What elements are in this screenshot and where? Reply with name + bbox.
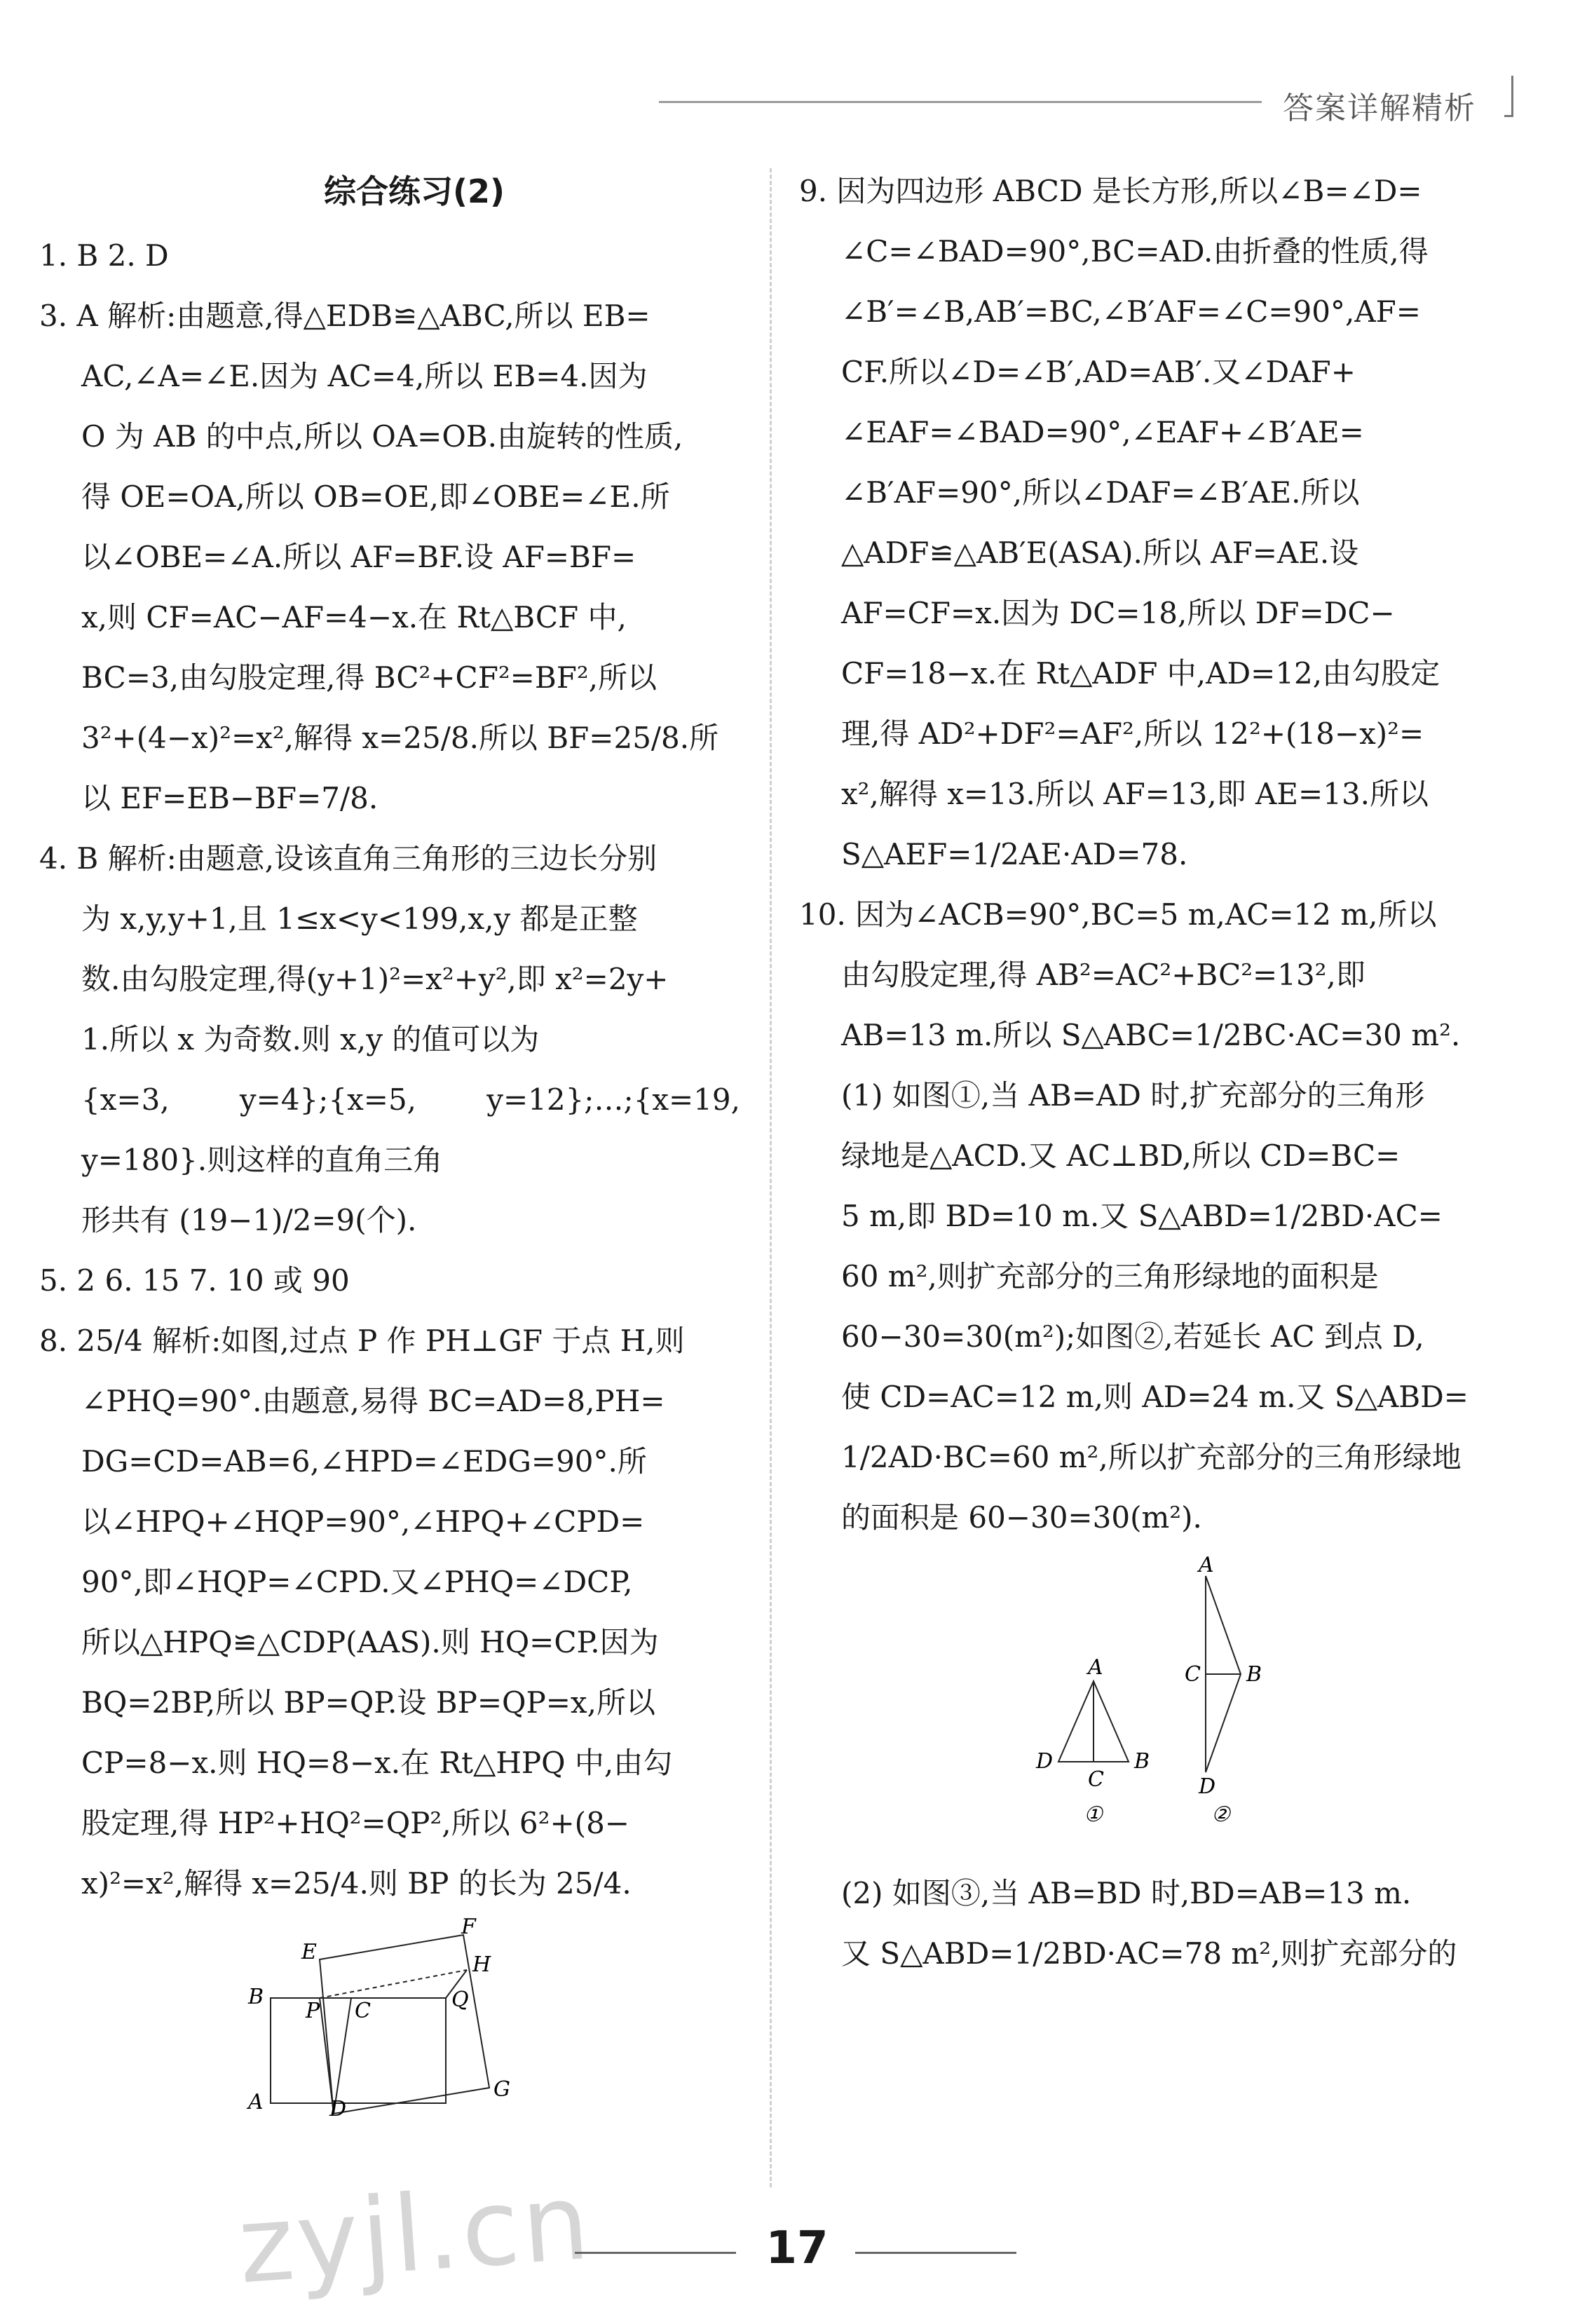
right-column (799, 161, 1514, 1984)
answer-line: 得 OE=OA,所以 OB=OE,即∠OBE=∠E.所 (81, 480, 670, 514)
answer-line: 数.由勾股定理,得(y+1)²=x²+y²,即 x²=2y+ (81, 962, 669, 996)
figure-label: A (248, 2090, 264, 2114)
answer-line: CF.所以∠D=∠B′,AD=AB′.又∠DAF+ (841, 355, 1356, 389)
answer-line: 以∠HPQ+∠HQP=90°,∠HPQ+∠CPD= (81, 1504, 645, 1539)
answer-line: ∠C=∠BAD=90°,BC=AD.由折叠的性质,得 (841, 234, 1429, 269)
answer-line: DG=CD=AB=6,∠HPD=∠EDG=90°.所 (81, 1444, 647, 1479)
answer-line: ∠B′=∠B,AB′=BC,∠B′AF=∠C=90°,AF= (841, 294, 1421, 329)
fig2-label: C (1185, 1662, 1201, 1687)
answer-line: 又 S△ABD=1/2BD·AC=78 m²,则扩充部分的 (841, 1936, 1457, 1971)
header-title: 答案详解精析 (1283, 90, 1476, 126)
footer-rule-left (575, 2252, 736, 2254)
answer-line: 5. 2 6. 15 7. 10 或 90 (39, 1263, 350, 1298)
answer-line: 1.所以 x 为奇数.则 x,y 的值可以为 (81, 1022, 540, 1056)
answer-line: ∠B′AF=90°,所以∠DAF=∠B′AE.所以 (841, 475, 1360, 510)
answer-line: 60−30=30(m²);如图②,若延长 AC 到点 D, (841, 1319, 1424, 1354)
figure-label: P (306, 1999, 320, 2023)
figure-label: D (329, 2097, 347, 2121)
fig1-label: A (1088, 1655, 1103, 1680)
answer-line: CF=18−x.在 Rt△ADF 中,AD=12,由勾股定 (841, 656, 1440, 691)
answer-line: BQ=2BP,所以 BP=QP.设 BP=QP=x,所以 (81, 1685, 655, 1720)
answer-line: 5 m,即 BD=10 m.又 S△ABD=1/2BD·AC= (841, 1199, 1443, 1233)
answer-line: BC=3,由勾股定理,得 BC²+CF²=BF²,所以 (81, 660, 658, 695)
section-title: 综合练习(2) (323, 172, 505, 210)
fig1-label: B (1134, 1749, 1150, 1774)
figure-label: C (355, 1999, 371, 2023)
answer-line: CP=8−x.则 HQ=8−x.在 Rt△HPQ 中,由勾 (81, 1746, 673, 1780)
answer-line: 以∠OBE=∠A.所以 AF=BF.设 AF=BF= (81, 540, 636, 574)
answer-line: 3²+(4−x)²=x²,解得 x=25/8.所以 BF=25/8.所 (81, 721, 719, 755)
answer-line: △ADF≌△AB′E(ASA).所以 AF=AE.设 (841, 536, 1359, 570)
answer-line: x,则 CF=AC−AF=4−x.在 Rt△BCF 中, (81, 600, 627, 634)
answer-line: 理,得 AD²+DF²=AF²,所以 12²+(18−x)²= (841, 716, 1424, 751)
figure-label: H (472, 1952, 491, 1977)
answer-line: 90°,即∠HQP=∠CPD.又∠PHQ=∠DCP, (81, 1565, 633, 1599)
answer-line: 使 CD=AC=12 m,则 AD=24 m.又 S△ABD= (841, 1380, 1469, 1414)
answer-line: 60 m²,则扩充部分的三角形绿地的面积是 (841, 1259, 1379, 1293)
page-number: 17 (765, 2222, 829, 2274)
answer-line: 3. A 解析:由题意,得△EDB≌△ABC,所以 EB= (39, 299, 650, 333)
answer-line: x²,解得 x=13.所以 AF=13,即 AE=13.所以 (841, 777, 1429, 811)
answer-line: 以 EF=EB−BF=7/8. (81, 781, 379, 815)
column-divider (770, 168, 772, 2187)
answer-line: {x=3, y=4};{x=5, y=12};…;{x=19, y=180}.则这样的直角三角 (81, 1082, 740, 1177)
figure-label: G (493, 2077, 510, 2102)
figure-label: Q (451, 1987, 469, 2012)
fig2-label: D (1199, 1774, 1216, 1799)
answer-line: 4. B 解析:由题意,设该直角三角形的三边长分别 (39, 841, 658, 876)
answer-line: S△AEF=1/2AE·AD=78. (841, 837, 1188, 871)
answer-line: ∠PHQ=90°.由题意,易得 BC=AD=8,PH= (81, 1384, 665, 1418)
answer-line: (1) 如图①,当 AB=AD 时,扩充部分的三角形 (841, 1078, 1425, 1113)
answer-line: ∠EAF=∠BAD=90°,∠EAF+∠B′AE= (841, 415, 1364, 449)
fig1-label: D (1036, 1749, 1054, 1774)
answer-line: 1. B 2. D (39, 238, 169, 273)
answer-line: (2) 如图③,当 AB=BD 时,BD=AB=13 m. (841, 1876, 1412, 1910)
geometry-figure-rectangle (229, 1915, 551, 2121)
answer-line: 形共有 (19−1)/2=9(个). (81, 1203, 417, 1237)
answer-line: 9. 因为四边形 ABCD 是长方形,所以∠B=∠D= (799, 174, 1422, 208)
answer-line: 股定理,得 HP²+HQ²=QP²,所以 6²+(8− (81, 1806, 629, 1840)
answer-line: AC,∠A=∠E.因为 AC=4,所以 EB=4.因为 (81, 359, 648, 393)
answer-line: 绿地是△ACD.又 AC⊥BD,所以 CD=BC= (841, 1139, 1401, 1173)
header-rule (659, 101, 1262, 103)
watermark: zyjl.cn (234, 2161, 596, 2308)
answer-line: 8. 25/4 解析:如图,过点 P 作 PH⊥GF 于点 H,则 (39, 1324, 685, 1358)
answer-line: 由勾股定理,得 AB²=AC²+BC²=13²,即 (841, 958, 1365, 992)
answer-line: 为 x,y,y+1,且 1≤x<y<199,x,y 都是正整 (81, 902, 638, 936)
answer-line: 10. 因为∠ACB=90°,BC=5 m,AC=12 m,所以 (799, 897, 1437, 932)
header-bracket (1504, 76, 1513, 117)
fig2-caption: ② (1211, 1802, 1230, 1827)
answer-line: AF=CF=x.因为 DC=18,所以 DF=DC− (841, 596, 1395, 630)
answer-line: x)²=x²,解得 x=25/4.则 BP 的长为 25/4. (81, 1866, 632, 1901)
fig1-label: C (1088, 1767, 1104, 1792)
answer-line: 的面积是 60−30=30(m²). (841, 1500, 1202, 1535)
footer-rule-right (855, 2252, 1016, 2254)
figure-label: E (301, 1940, 317, 1964)
answer-line: 所以△HPQ≌△CDP(AAS).则 HQ=CP.因为 (81, 1625, 659, 1659)
geometry-figures-triangles (1009, 1553, 1304, 1856)
answer-line: 1/2AD·BC=60 m²,所以扩充部分的三角形绿地 (841, 1440, 1462, 1474)
left-column (39, 161, 740, 2124)
answer-line: AB=13 m.所以 S△ABC=1/2BC·AC=30 m². (841, 1018, 1461, 1052)
answer-line: O 为 AB 的中点,所以 OA=OB.由旋转的性质, (81, 419, 683, 454)
fig1-caption: ① (1084, 1802, 1103, 1827)
figure-label: F (461, 1915, 476, 1939)
fig2-label: B (1246, 1662, 1262, 1687)
fig2-label: A (1199, 1553, 1214, 1577)
figure-label: B (248, 1985, 264, 2009)
